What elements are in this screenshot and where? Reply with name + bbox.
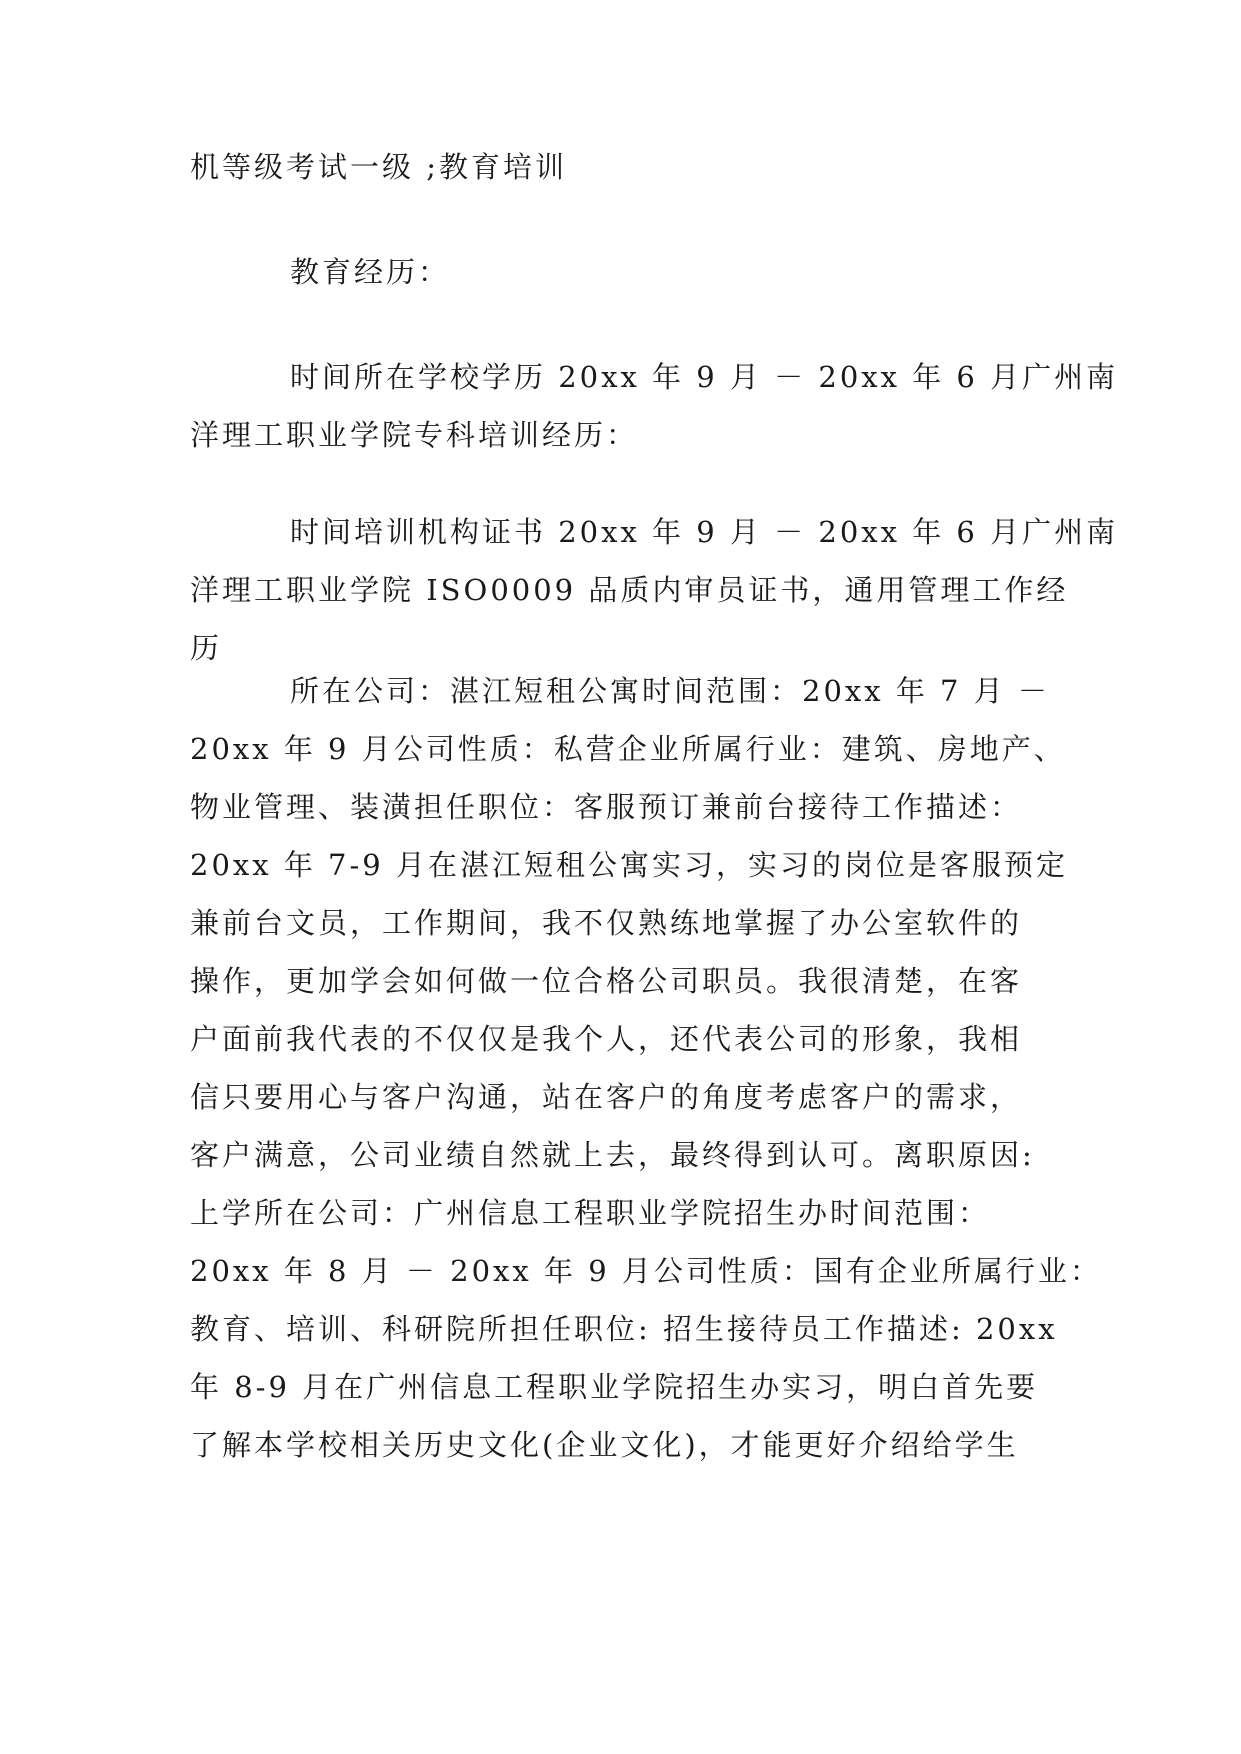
text-line: 信只要用心与客户沟通，站在客户的角度考虑客户的需求， bbox=[190, 1080, 1023, 1114]
text-line: 客户满意，公司业绩自然就上去，最终得到认可。离职原因: bbox=[190, 1138, 1035, 1172]
text-line: 户面前我代表的不仅仅是我个人，还代表公司的形象，我相 bbox=[190, 1022, 1023, 1056]
text-line: 年 8-9 月在广州信息工程职业学院招生办实习，明白首先要 bbox=[190, 1370, 1039, 1404]
paragraph-exam-training bbox=[190, 138, 1054, 196]
text-line: 20xx 年 8 月 － 20xx 年 9 月公司性质：国有企业所属行业： bbox=[190, 1254, 1102, 1288]
section-heading-education: 教育经历： bbox=[290, 255, 451, 289]
paragraph-education-heading bbox=[190, 243, 1054, 301]
text-line: 上学所在公司：广州信息工程职业学院招生办时间范围： bbox=[190, 1196, 991, 1230]
text-line: 操作，更加学会如何做一位合格公司职员。我很清楚，在客 bbox=[190, 964, 1023, 998]
text-line: 洋理工职业学院专科培训经历： bbox=[190, 418, 639, 452]
paragraph-training-record bbox=[190, 503, 1119, 677]
text-line: 20xx 年 9 月公司性质：私营企业所属行业：建筑、房地产、 bbox=[190, 732, 1066, 766]
text-line: 时间所在学校学历 20xx 年 9 月 － 20xx 年 6 月广州南 bbox=[290, 360, 1119, 394]
text-line: 所在公司：湛江短租公寓时间范围：20xx 年 7 月 － bbox=[290, 674, 1050, 708]
text-line: 洋理工职业学院 ISO0009 品质内审员证书，通用管理工作经 bbox=[190, 573, 1069, 607]
text-line: 历 bbox=[190, 631, 223, 665]
text-line: 物业管理、装潢担任职位：客服预订兼前台接待工作描述： bbox=[190, 790, 1023, 824]
text-line: 机等级考试一级 ;教育培训 bbox=[190, 150, 567, 184]
paragraph-education-record bbox=[190, 348, 1119, 464]
text-line: 教育、培训、科研院所担任职位: 招生接待员工作描述: 20xx bbox=[190, 1312, 1058, 1346]
text-line: 了解本学校相关历史文化(企业文化)，才能更好介绍给学生 bbox=[190, 1428, 1019, 1462]
text-line: 兼前台文员，工作期间，我不仅熟练地掌握了办公室软件的 bbox=[190, 906, 1023, 940]
text-line: 时间培训机构证书 20xx 年 9 月 － 20xx 年 6 月广州南 bbox=[290, 515, 1119, 549]
text-line: 20xx 年 7-9 月在湛江短租公寓实习，实习的岗位是客服预定 bbox=[190, 848, 1068, 882]
paragraph-work-experience bbox=[190, 662, 1102, 1474]
